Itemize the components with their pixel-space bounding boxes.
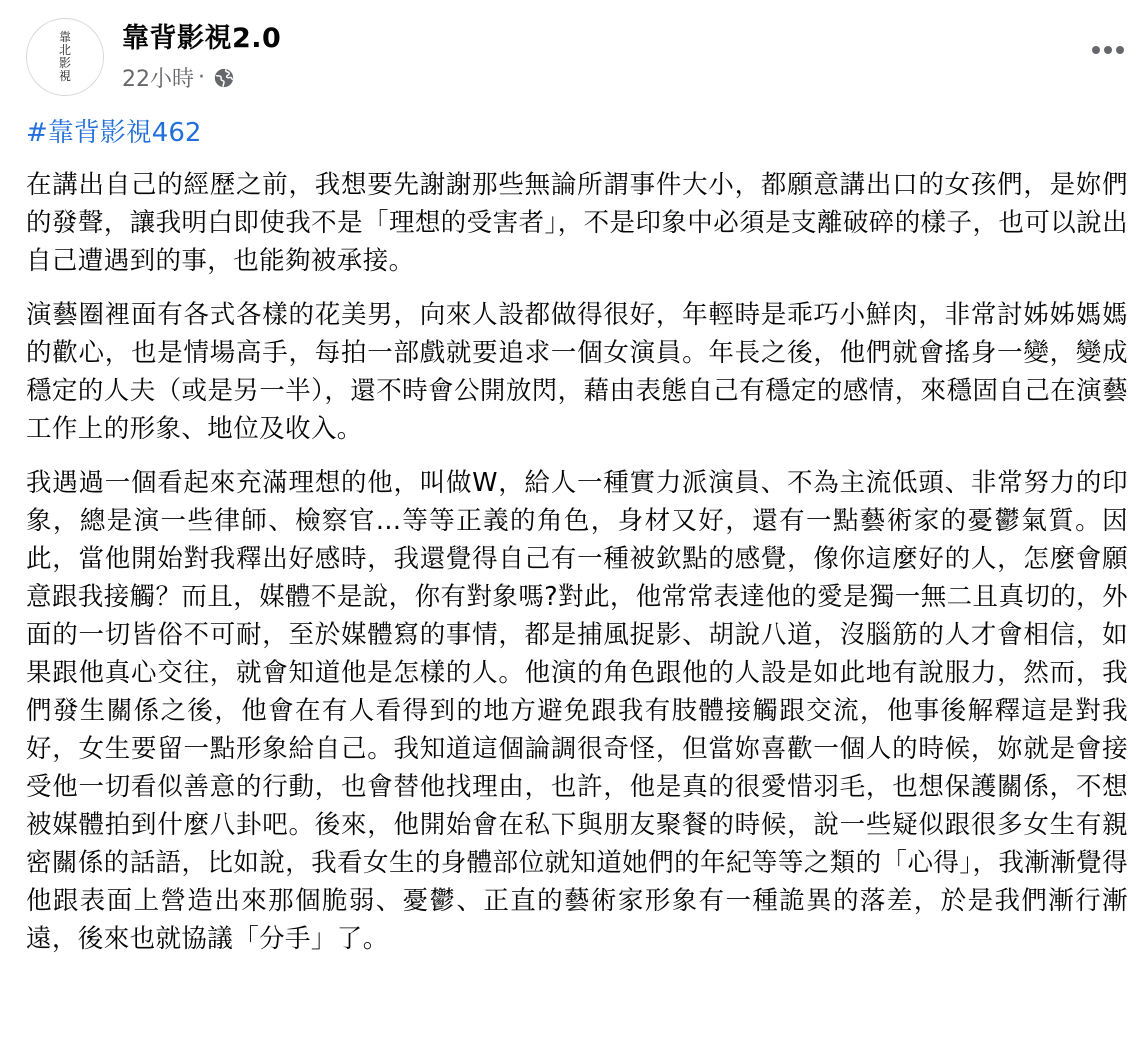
post-meta [122,62,235,93]
post-time[interactable]: 22小時 [122,67,194,92]
post-paragraph: 在講出自己的經歷之前，我想要先謝謝那些無論所謂事件大小，都願意講出口的女孩們，是妳們的發聲，讓我明白即使我不是「理想的受害者」，不是印象中必須是支離破碎的樣子，也可以說出自己遭遇到的事，也能夠被承接。 [26,170,1128,276]
post-paragraph: 我遇過一個看起來充滿理想的他，叫做W，給人一種實力派演員、不為主流低頭、非常努力的印象，總是演一些律師、檢察官...等等正義的角色，身材又好，還有一點藝術家的憂鬱氣質。因此，當他開始對我釋出好感時，我還覺得自己有一種被欽點的感覺，像你這麼好的人，怎麼會願意跟我接觸？而且，媒體不是說，你有對象嗎?對此，他常常表達他的愛是獨一無二且真切的，外面的一切皆俗不可耐，至於媒體寫的事情，都是捕風捉影、胡說八道，沒腦筋的人才會相信，如果跟他真心交往，就會知道他是怎樣的人。他演的角色跟他的人設是如此地有說服力，然而，我們發生關係之後，他會在有人看得到的地方避免跟我有肢體接觸跟交流，他事後解釋這是對我好，女生要留一點形象給自己。我知道這個論調很奇怪，但當妳喜歡一個人的時候，妳就是會接受他一切看似善意的行動，也會替他找理由，也許，他是真的很愛惜羽毛，也想保護關係，不想被媒體拍到什麼八卦吧。後來，他開始會在私下與朋友聚餐的時候，說一些疑似跟很多女生有親密關係的話語，比如說，我看女生的身體部位就知道她們的年紀等等之類的「心得」，我漸漸覺得他跟表面上營造出來那個脆弱、憂鬱、正直的藝術家形象有一種詭異的落差，於是我們漸行漸遠，後來也就協議「分手」了。 [26,468,1128,954]
dot [1116,46,1124,54]
dot [1092,46,1100,54]
page-name[interactable]: 靠背影視2.0 [122,23,282,54]
avatar-logo [59,31,71,83]
avatar-glyph: 視 [58,69,71,83]
avatar-glyph: 北 [58,43,71,57]
meta-separator: · [198,65,205,90]
dot [1104,46,1112,54]
post-paragraph: 演藝圈裡面有各式各樣的花美男，向來人設都做得很好，年輕時是乖巧小鮮肉，非常討姊姊媽媽的歡心，也是情場高手，每拍一部戲就要追求一個女演員。年長之後，他們就會搖身一變，變成穩定的人夫（或是另一半），還不時會公開放閃，藉由表態自己有穩定的感情，來穩固自己在演藝工作上的形象、地位及收入。 [26,300,1128,444]
post-header [26,0,1128,108]
avatar-glyph: 靠 [58,30,71,44]
hashtag-link[interactable]: #靠背影視462 [26,118,202,148]
more-options-icon[interactable] [1088,40,1128,60]
avatar[interactable] [26,18,104,96]
globe-icon[interactable] [213,67,235,89]
avatar-glyph: 影 [58,56,71,70]
